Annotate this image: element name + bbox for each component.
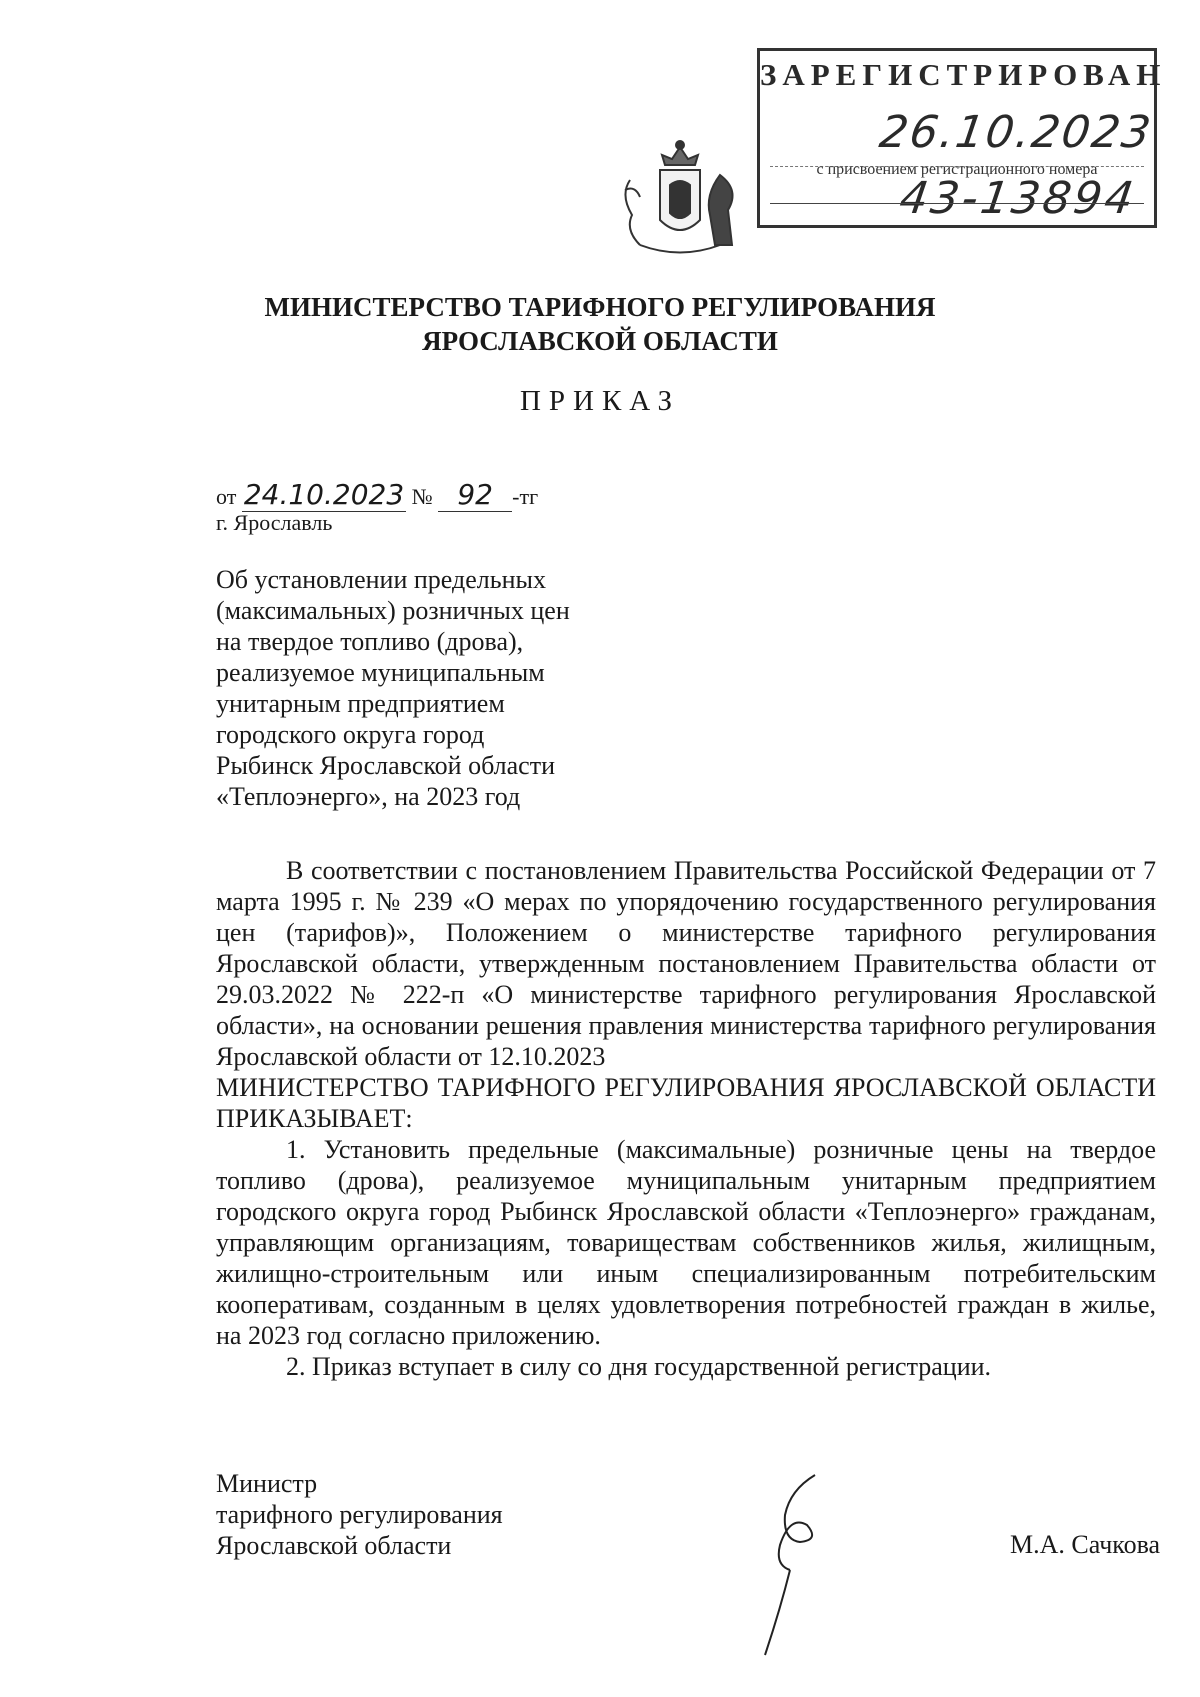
order-body — [216, 855, 1156, 1382]
signer-name: М.А. Сачкова — [1010, 1530, 1161, 1559]
order-number-line — [216, 478, 538, 512]
ministry-name-line2: ЯРОСЛАВСКОЙ ОБЛАСТИ — [422, 326, 778, 356]
signer-title-line: тарифного регулирования — [216, 1500, 503, 1529]
subject-line: «Теплоэнерго», на 2023 год — [216, 782, 521, 811]
subject-line: Рыбинск Ярославской области — [216, 751, 556, 780]
signer-title-line: Министр — [216, 1469, 318, 1498]
ministry-header — [0, 290, 1200, 358]
stamp-title: ЗАРЕГИСТРИРОВАН — [760, 57, 1167, 92]
subject-line: (максимальных) розничных цен — [216, 596, 570, 625]
subject-line: унитарным предприятием — [216, 689, 505, 718]
date-prefix: от — [216, 484, 237, 509]
document-title: ПРИКАЗ — [519, 385, 681, 417]
order-subject — [216, 564, 636, 812]
coat-of-arms-emblem — [610, 135, 750, 265]
preamble-paragraph: В соответствии с постановлением Правительства Российской Федерации от 7 марта 1995 г. № 239 «О мерах по упорядочению государственного регулирования цен (тарифов)», Положением о министерстве тарифного регулирования Ярославской области, утвержденным постановлением Правительства области от 29.03.2022 № 222-п «О министерстве тарифного регулирования Ярославской области», на основании решения правления министерства тарифного регулирования Ярославской области от 12.10.2023 — [216, 856, 1156, 1071]
registration-stamp — [757, 48, 1167, 228]
stamp-registration-number: 43-13894 — [896, 173, 1140, 224]
signer-position — [216, 1468, 503, 1561]
issue-city: г. Ярославль — [216, 510, 333, 535]
order-date: 24.10.2023 — [243, 478, 405, 511]
number-sign: № — [411, 484, 433, 509]
stamp-caption: с присвоением регистрационного номера — [816, 161, 1098, 178]
decree-statement: МИНИСТЕРСТВО ТАРИФНОГО РЕГУЛИРОВАНИЯ ЯРОСЛАВСКОЙ ОБЛАСТИ ПРИКАЗЫВАЕТ: — [216, 1073, 1156, 1133]
ministry-name-line1: МИНИСТЕРСТВО ТАРИФНОГО РЕГУЛИРОВАНИЯ — [264, 292, 936, 322]
subject-line: реализуемое муниципальным — [216, 658, 545, 687]
subject-line: Об установлении предельных — [216, 565, 546, 594]
handwritten-signature — [745, 1470, 855, 1660]
order-item-1: 1. Установить предельные (максимальные) розничные цены на твердое топливо (дрова), реализуемое муниципальным унитарным предприятием городского округа город Рыбинск Ярославской области «Теплоэнерго» гражданам, управляющим организациям, товариществам собственников жилья, жилищным, жилищно-строительным или иным специализированным потребительским кооперативам, созданным в целях удовлетворения потребностей граждан в жилье, на 2023 год согласно приложению. — [216, 1135, 1156, 1350]
stamp-date: 26.10.2023 — [876, 107, 1156, 158]
order-number: 92 — [438, 478, 512, 512]
signer-title-line: Ярославской области — [216, 1531, 452, 1560]
order-suffix: -тг — [512, 484, 539, 509]
subject-line: на твердое топливо (дрова), — [216, 627, 524, 656]
order-item-2: 2. Приказ вступает в силу со дня государственной регистрации. — [286, 1352, 992, 1381]
subject-line: городского округа город — [216, 720, 485, 749]
stamp-underline — [770, 203, 1144, 204]
